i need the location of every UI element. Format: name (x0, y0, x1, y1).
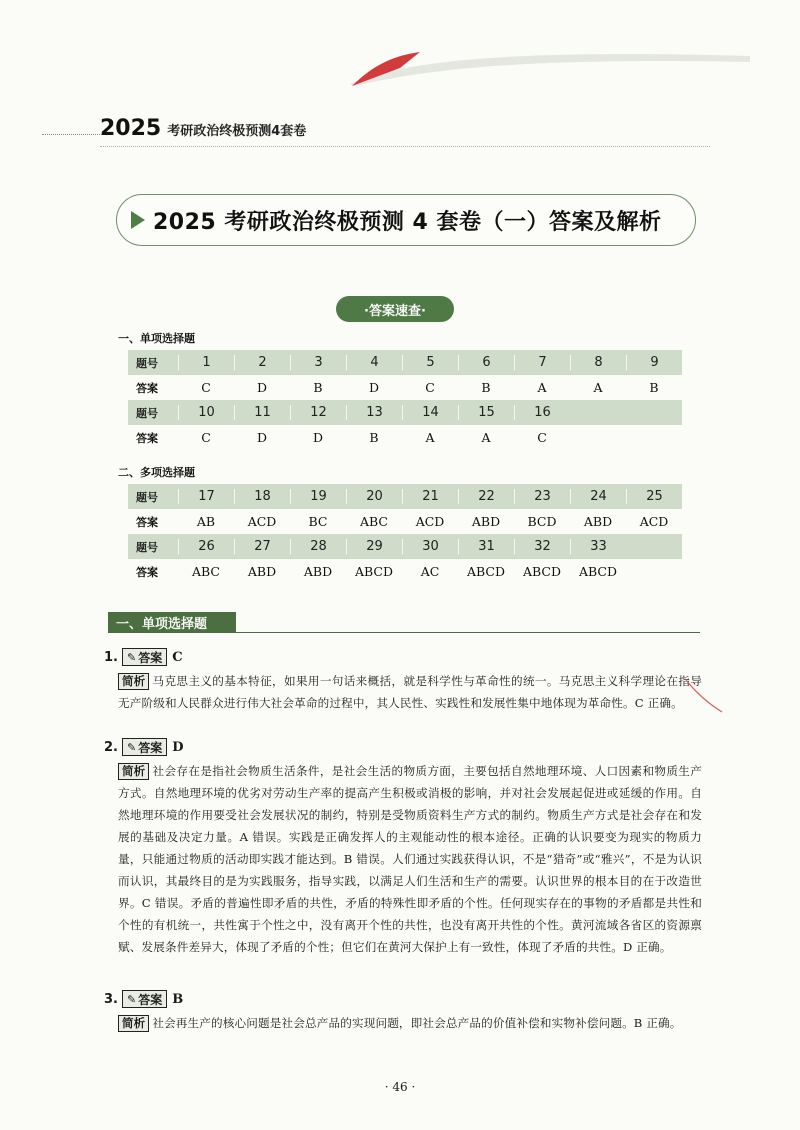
answer-cell: ABD (303, 564, 333, 579)
answer-tag-label: 答案 (138, 740, 163, 755)
question-number-cell: 26 (178, 539, 234, 554)
question-number-cell: 21 (402, 489, 458, 504)
question-number-cell: 22 (458, 489, 514, 504)
question-answer: B (172, 991, 184, 1007)
answer-quick-check-badge: ·答案速查· (336, 296, 454, 322)
answer-cell: ABCD (522, 564, 562, 579)
answer-cell: A (593, 380, 603, 395)
question-number-cell: 25 (626, 489, 682, 504)
analysis-tag: 简析 (118, 673, 149, 690)
page-title: 2025 考研政治终极预测 4 套卷（一）答案及解析 (153, 209, 662, 235)
question-number-cell: 3 (290, 355, 346, 370)
answer-cell: BC (308, 514, 328, 529)
question-number: 2. (104, 739, 118, 755)
answer-header: 答案 (136, 381, 158, 395)
answer-cell: A (425, 430, 435, 445)
question-number-cell: 8 (570, 355, 626, 370)
question-3-analysis (118, 1012, 702, 1034)
analysis-text: 社会存在是指社会物质生活条件，是社会生活的物质方面，主要包括自然地理环境、人口因素和物质生产方式。自然地理环境的优劣对劳动生产率的提高产生积极或消极的影响，并对社会发展起促进或延缓的作用。自然地理环境的作用要受社会发展状况的制约，特别是受物质资料生产方式的制约。物质生产方式是社会存在和发展的基础及决定力量。A 错误。实践是正确发挥人的主观能动性的根本途径。正确的认识要变为现实的物质力量，只能通过物质的活动即实践才能达到。B 错误。人们通过实践获得认识，不是“猎奇”或“雅兴”，不是为认识而认识，其最终目的是为实践服务，指导实践，以满足人们生活和生产的需要。认识世界的根本目的在于改造世界。C 错误。矛盾的普遍性即矛盾的共性，矛盾的特殊性即矛盾的个性。任何现实存在的事物的矛盾都是共性和个性的有机统一，共性寓于个性之中，没有离开个性的共性，也没有离开共性的个性。黄河流域各省区的资源禀赋、发展条件差异大，体现了矛盾的个性；但它们在黄河大保护上有一致性，体现了矛盾的共性。D 正确。 (118, 764, 702, 954)
section-band-single-choice: 一、单项选择题 (108, 612, 236, 632)
question-number-cell: 17 (178, 489, 234, 504)
question-number-cell: 23 (514, 489, 570, 504)
question-2-header (104, 738, 184, 756)
question-number-cell: 16 (514, 405, 570, 420)
answer-tag (122, 738, 167, 756)
question-number-cell: 4 (346, 355, 402, 370)
answer-cell: ABCD (466, 564, 506, 579)
answer-cell: B (313, 380, 323, 395)
running-header (100, 116, 306, 141)
answer-cell: C (537, 430, 547, 445)
analysis-text: 马克思主义的基本特征，如果用一句话来概括，就是科学性与革命性的统一。马克思主义科学理论在指导无产阶级和人民群众进行伟大社会革命的过程中，其人民性、实践性和发展性集中地体现为革命性。C 正确。 (118, 674, 702, 710)
answer-cell: B (369, 430, 379, 445)
answer-cell: D (256, 430, 268, 445)
answer-cell: ABC (191, 564, 220, 579)
answer-cell: A (537, 380, 547, 395)
question-number: 1. (104, 649, 118, 665)
play-triangle-icon (131, 211, 145, 229)
answer-header: 答案 (136, 431, 158, 445)
answer-row (128, 509, 682, 534)
analysis-tag: 简析 (118, 763, 149, 780)
answer-cell: BCD (527, 514, 557, 529)
question-number-cell: 33 (570, 539, 626, 554)
question-number-cell: 7 (514, 355, 570, 370)
answer-cell: ABCD (354, 564, 394, 579)
single-choice-label: 一、单项选择题 (118, 332, 195, 345)
answer-cell: D (312, 430, 324, 445)
single-choice-answer-table (128, 350, 682, 450)
question-number-cell: 5 (402, 355, 458, 370)
answer-row (128, 375, 682, 400)
question-number-cell: 6 (458, 355, 514, 370)
question-number-cell: 18 (234, 489, 290, 504)
question-number: 3. (104, 991, 118, 1007)
question-1-analysis (118, 670, 702, 714)
answer-cell: ABD (247, 564, 277, 579)
question-number-cell: 31 (458, 539, 514, 554)
analysis-text: 社会再生产的核心问题是社会总产品的实现问题，即社会总产品的价值补偿和实物补偿问题。B 正确。 (152, 1016, 682, 1030)
pencil-icon: ✎ (126, 992, 137, 1006)
answer-cell: AC (420, 564, 440, 579)
question-1-header (104, 648, 183, 666)
question-number-cell: 10 (178, 405, 234, 420)
multi-choice-label: 二、多项选择题 (118, 466, 195, 479)
page-number: · 46 · (384, 1080, 416, 1094)
question-number-cell: 9 (626, 355, 682, 370)
answer-tag (122, 990, 167, 1008)
question-number-header: 题号 (136, 490, 158, 504)
question-number-cell: 2 (234, 355, 290, 370)
red-pen-mark (684, 676, 724, 716)
answer-cell: B (481, 380, 491, 395)
question-number-cell: 11 (234, 405, 290, 420)
question-number-row (128, 534, 682, 559)
answer-cell: C (201, 380, 211, 395)
header-swoosh-decoration (330, 48, 750, 88)
question-number-row (128, 484, 682, 509)
answer-cell: ABD (583, 514, 613, 529)
question-number-row (128, 350, 682, 375)
question-number-cell: 15 (458, 405, 514, 420)
answer-cell: ACD (639, 514, 669, 529)
question-number-cell: 1 (178, 355, 234, 370)
answer-row (128, 559, 682, 584)
answer-header: 答案 (136, 565, 158, 579)
question-number-cell: 14 (402, 405, 458, 420)
answer-cell: D (368, 380, 380, 395)
page-title-box (116, 194, 696, 246)
question-number-cell: 12 (290, 405, 346, 420)
question-number-cell: 19 (290, 489, 346, 504)
answer-cell: ABCD (578, 564, 618, 579)
analysis-tag: 简析 (118, 1015, 149, 1032)
question-answer: C (172, 649, 183, 665)
question-number-row (128, 400, 682, 425)
question-number-cell: 20 (346, 489, 402, 504)
question-number-cell: 27 (234, 539, 290, 554)
header-dash (42, 134, 102, 135)
answer-cell: B (649, 380, 659, 395)
answer-cell: D (256, 380, 268, 395)
answer-cell: ABD (471, 514, 501, 529)
pencil-icon: ✎ (126, 740, 137, 754)
question-number-cell: 29 (346, 539, 402, 554)
answer-cell: C (425, 380, 435, 395)
answer-cell: AB (196, 514, 216, 529)
question-number-header: 题号 (136, 406, 158, 420)
answer-cell: ABC (359, 514, 388, 529)
question-number-cell: 30 (402, 539, 458, 554)
answer-header: 答案 (136, 515, 158, 529)
section-band-line (108, 632, 700, 633)
multi-choice-answer-table (128, 484, 682, 584)
answer-cell: ACD (415, 514, 445, 529)
answer-tag-label: 答案 (138, 650, 163, 665)
question-number-cell: 24 (570, 489, 626, 504)
question-number-cell: 28 (290, 539, 346, 554)
running-header-subtitle: 考研政治终极预测4套卷 (167, 124, 307, 139)
header-divider (100, 146, 710, 147)
question-answer: D (172, 739, 184, 755)
question-number-header: 题号 (136, 540, 158, 554)
question-3-header (104, 990, 183, 1008)
answer-cell: A (481, 430, 491, 445)
answer-row (128, 425, 682, 450)
pencil-icon: ✎ (126, 650, 137, 664)
question-number-header: 题号 (136, 356, 158, 370)
running-header-year: 2025 (100, 116, 162, 141)
answer-tag-label: 答案 (138, 992, 163, 1007)
question-number-cell: 32 (514, 539, 570, 554)
answer-tag (122, 648, 167, 666)
answer-cell: ACD (247, 514, 277, 529)
question-2-analysis (118, 760, 702, 958)
answer-cell: C (201, 430, 211, 445)
question-number-cell: 13 (346, 405, 402, 420)
